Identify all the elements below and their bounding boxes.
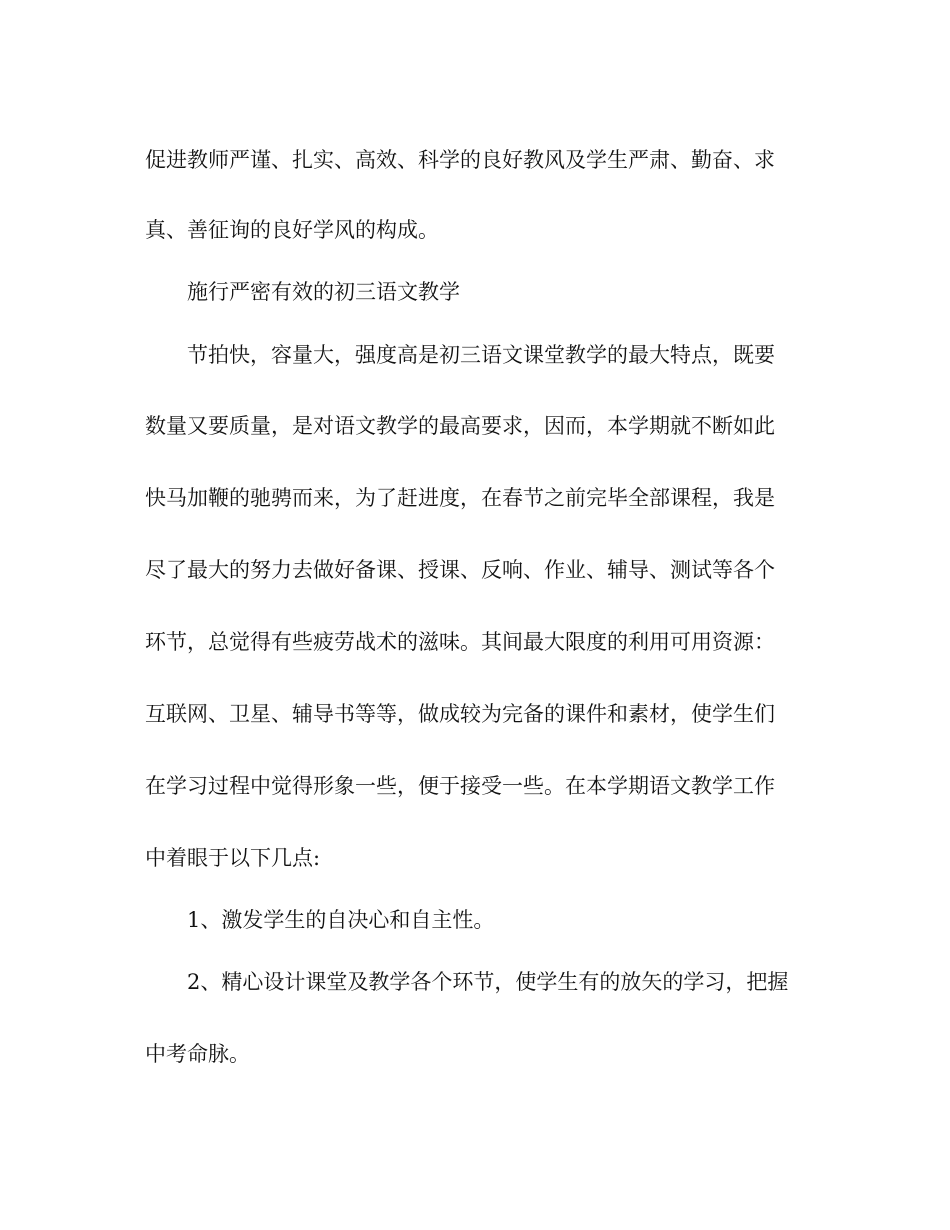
body-text-line: 节拍快，容量大，强度高是初三语文课堂教学的最大特点，既要: [187, 343, 775, 367]
body-text-line: 促进教师严谨、扎实、高效、科学的良好教风及学生严肃、勤奋、求: [145, 148, 775, 172]
body-text-line: 尽了最大的努力去做好备课、授课、反响、作业、辅导、测试等各个: [145, 558, 775, 582]
section-heading: 施行严密有效的初三语文教学: [187, 280, 460, 304]
body-text-line: 环节，总觉得有些疲劳战术的滋味。其间最大限度的利用可用资源：: [145, 630, 775, 654]
body-text-line: 快马加鞭的驰骋而来，为了赶进度，在春节之前完毕全部课程，我是: [145, 486, 775, 510]
body-text-line: 中考命脉。: [145, 1042, 250, 1066]
body-text-line: 互联网、卫星、辅导书等等，做成较为完备的课件和素材，使学生们: [145, 702, 775, 726]
body-text-line: 数量又要质量，是对语文教学的最高要求，因而，本学期就不断如此: [145, 414, 775, 438]
list-item: 1、激发学生的自决心和自主性。: [187, 908, 495, 932]
body-text-line: 中着眼于以下几点:: [145, 846, 321, 870]
body-text-line: 在学习过程中觉得形象一些，便于接受一些。在本学期语文教学工作: [145, 774, 775, 798]
list-item: 2、精心设计课堂及教学各个环节，使学生有的放矢的学习，把握: [187, 970, 789, 994]
body-text-line: 真、善征询的良好学风的构成。: [145, 218, 439, 242]
